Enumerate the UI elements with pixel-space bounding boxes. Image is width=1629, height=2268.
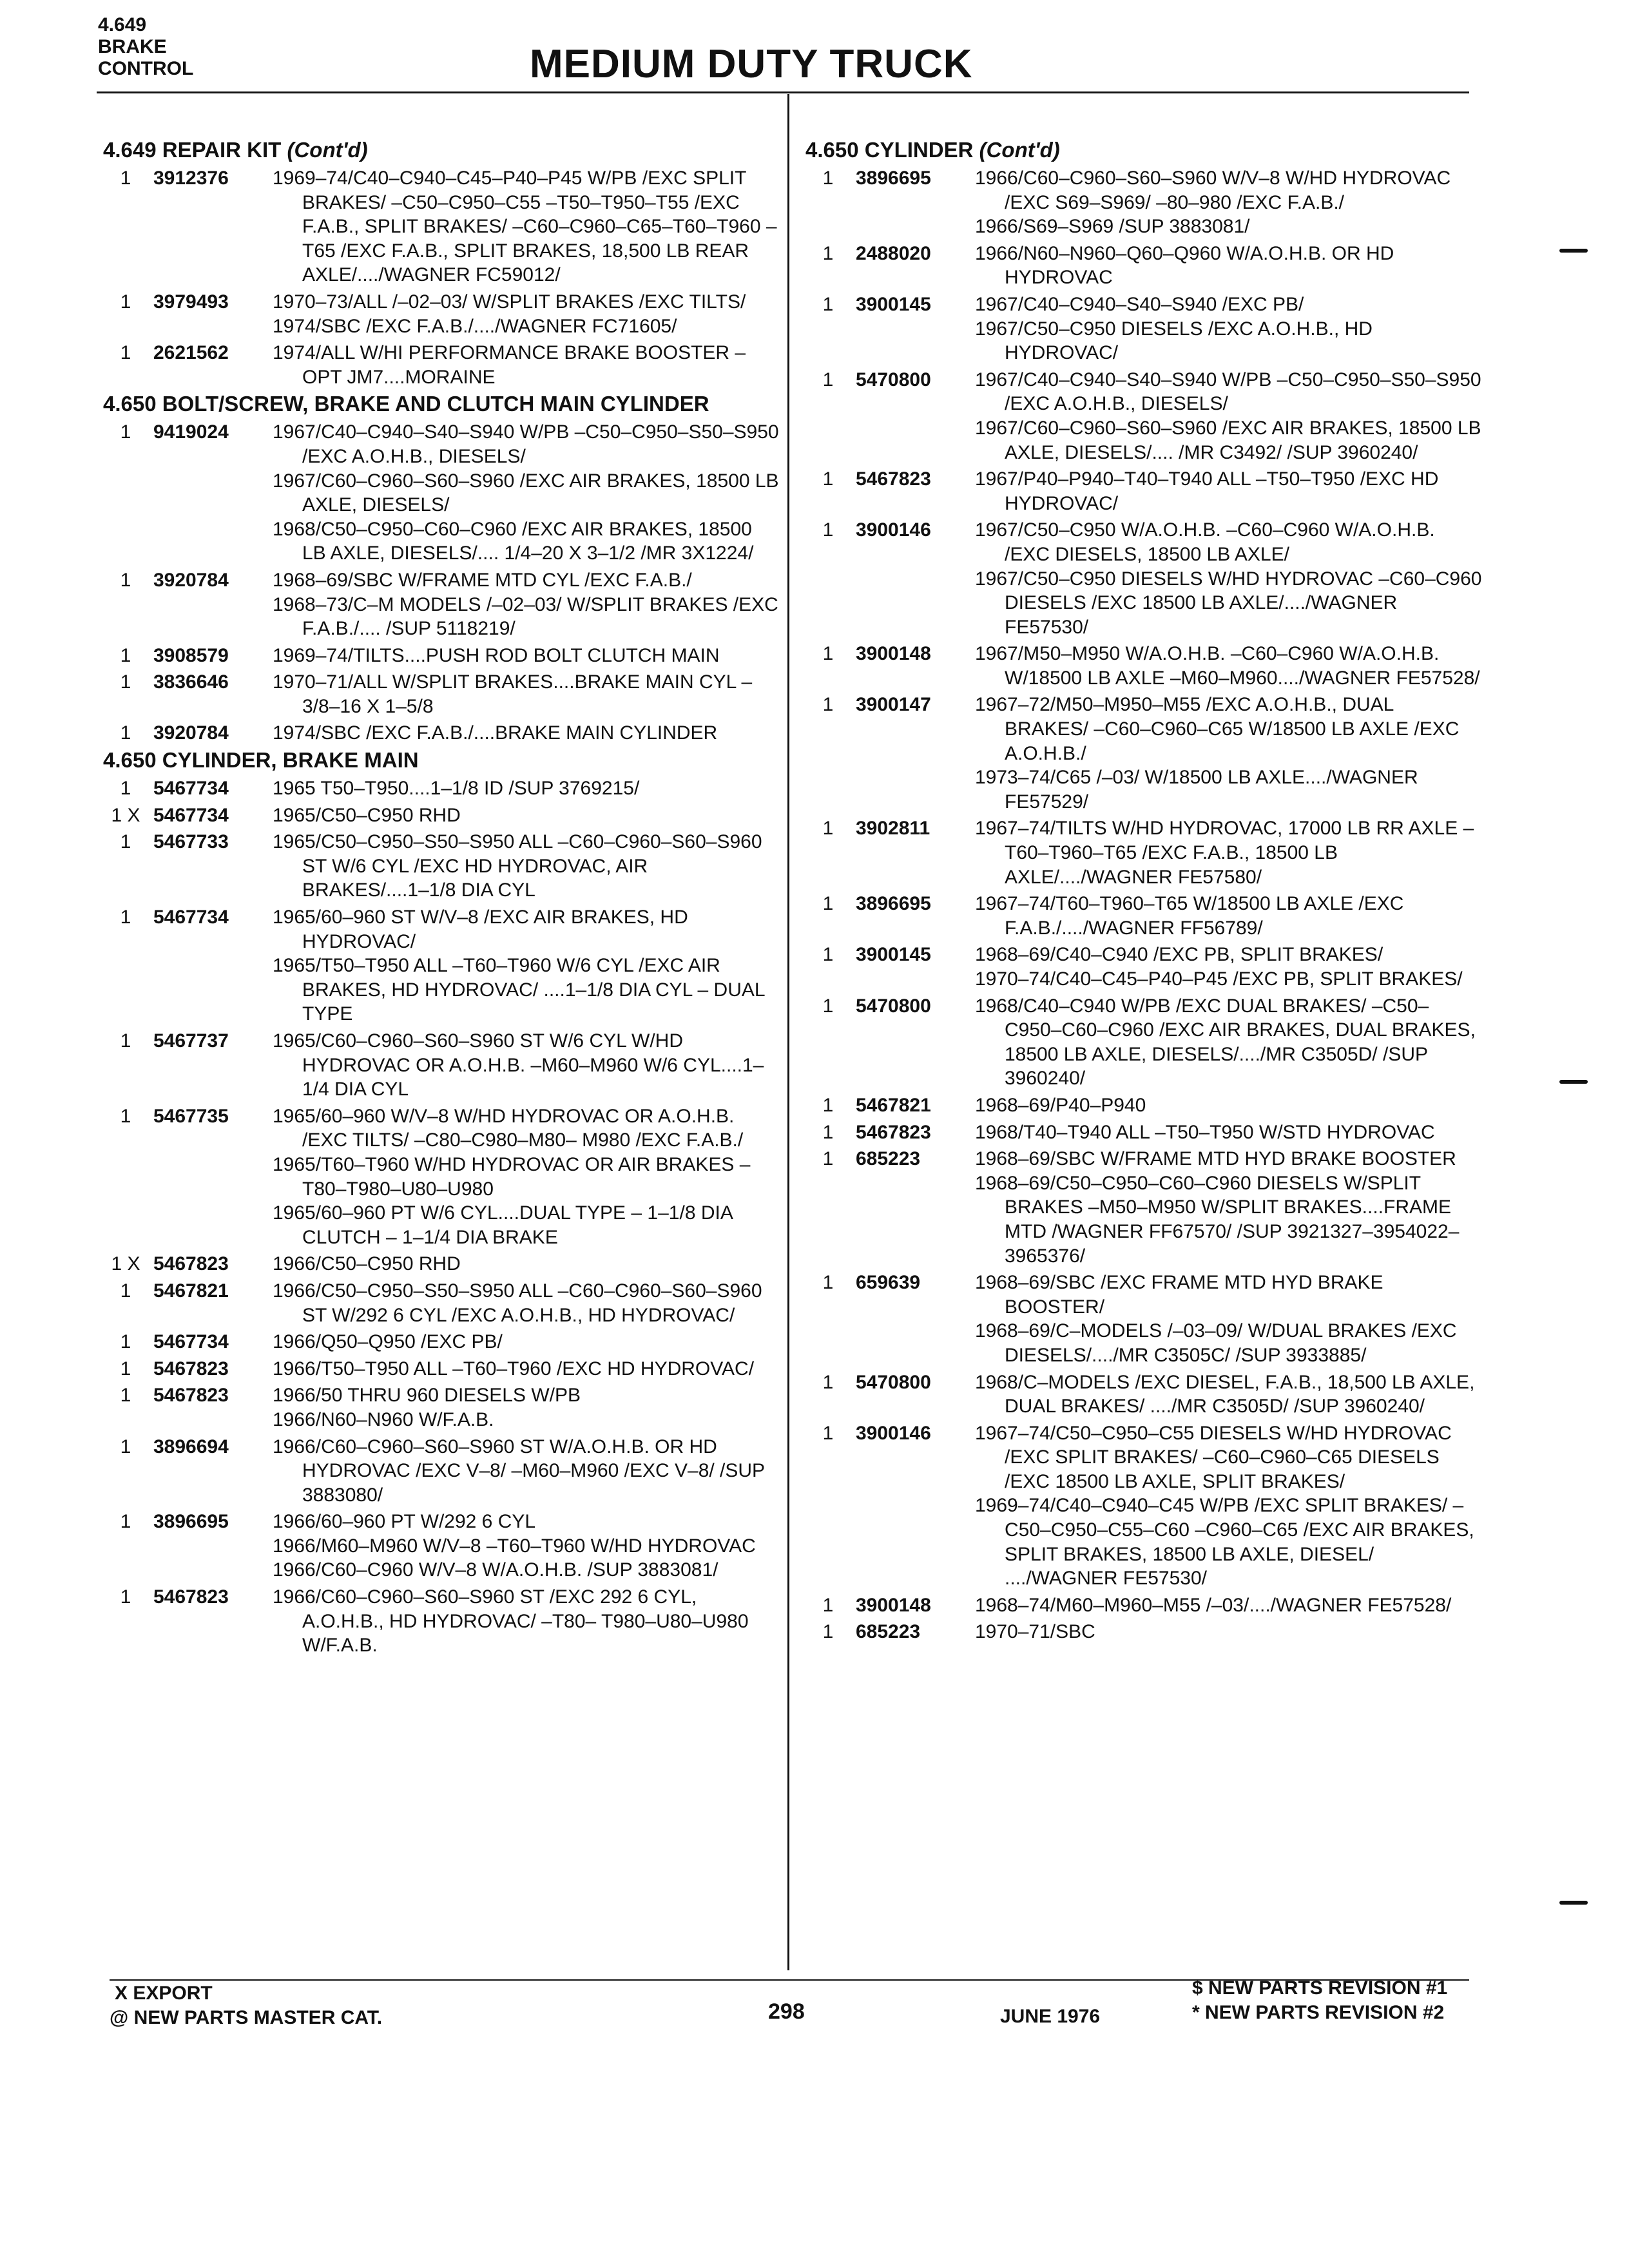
entry-application: 1970–74/C40–C45–P40–P45 /EXC PB, SPLIT BRAKES/	[975, 968, 1463, 990]
parts-entry	[805, 1620, 1482, 1644]
header-section-label	[98, 14, 193, 80]
entry-description	[975, 242, 1482, 290]
entry-description	[975, 368, 1482, 465]
footer-master: @ NEW PARTS MASTER CAT.	[110, 2007, 383, 2028]
entry-part-number: 5467823	[153, 1358, 229, 1379]
entry-part-number: 3920784	[153, 722, 229, 744]
entry-quantity: 1	[822, 1148, 834, 1170]
entry-application: 1970–71/ALL W/SPLIT BRAKES....BRAKE MAIN CYL – 3/8–16 X 1–5/8	[273, 671, 753, 717]
parts-entry	[805, 816, 1482, 889]
entry-description	[975, 1620, 1482, 1644]
entry-quantity: 1	[822, 1371, 834, 1393]
entry-quantity: 1	[120, 342, 131, 364]
entry-description	[975, 1147, 1482, 1268]
entry-application: 1973–74/C65 /–03/ W/18500 LB AXLE..../WAGNER FE57529/	[975, 767, 1418, 812]
entry-application: 1967/M50–M950 W/A.O.H.B. –C60–C960 W/A.O.H.B. W/18500 LB AXLE –M60–M960..../WAGNER FE57528/	[975, 643, 1480, 689]
header-rule	[97, 91, 1469, 93]
entry-part-number: 5467823	[153, 1586, 229, 1608]
entry-description	[273, 721, 780, 745]
entry-quantity: 1	[822, 1094, 834, 1116]
entry-quantity: 1	[822, 369, 834, 390]
parts-entry	[103, 721, 780, 745]
entry-quantity: 1	[120, 1385, 131, 1407]
entry-part-number: 5470800	[856, 995, 931, 1017]
entry-quantity: 1	[822, 643, 834, 665]
entry-description	[273, 341, 780, 389]
entry-quantity: 1	[822, 1121, 834, 1143]
entry-part-number: 2621562	[153, 342, 229, 364]
entry-quantity: 1	[120, 1586, 131, 1608]
entry-application: 1974/SBC /EXC F.A.B./....BRAKE MAIN CYLINDER	[273, 722, 718, 744]
entry-quantity: 1	[120, 1280, 131, 1302]
parts-entry	[805, 467, 1482, 515]
parts-entry	[805, 693, 1482, 814]
parts-entry	[103, 341, 780, 389]
entry-application: 1965 T50–T950....1–1/8 ID /SUP 3769215/	[273, 778, 640, 800]
entry-description	[273, 1510, 780, 1582]
entry-quantity: 1	[120, 1436, 131, 1457]
entry-application: 1966/50 THRU 960 DIESELS W/PB	[273, 1385, 581, 1407]
entry-part-number: 5467823	[153, 1385, 229, 1407]
entry-application: 1967–72/M50–M950–M55 /EXC A.O.H.B., DUAL BRAKES/ –C60–C960–C65 W/18500 LB AXLE /EXC A.O.H.B./	[975, 694, 1460, 764]
entry-quantity: 1	[822, 293, 834, 315]
entry-part-number: 3896694	[153, 1436, 229, 1457]
entry-description	[975, 892, 1482, 940]
entry-description	[975, 1271, 1482, 1367]
entry-application: 1968–74/M60–M960–M55 /–03/..../WAGNER FE57528/	[975, 1594, 1452, 1616]
entry-description	[273, 290, 780, 338]
header-code: 4.649	[98, 14, 147, 35]
parts-entry	[103, 1330, 780, 1354]
entry-quantity: 1	[120, 671, 131, 693]
entry-quantity: 1	[822, 242, 834, 264]
section-title: 4.650 BOLT/SCREW, BRAKE AND CLUTCH MAIN CYLINDER	[103, 392, 709, 416]
entry-quantity: 1	[822, 1422, 834, 1444]
footer-export: X EXPORT	[115, 1983, 213, 2004]
entry-application: 1969–74/TILTS....PUSH ROD BOLT CLUTCH MAIN	[273, 644, 720, 666]
entry-application: 1965/60–960 ST W/V–8 /EXC AIR BRAKES, HD HYDROVAC/	[273, 907, 688, 952]
entry-quantity: 1	[822, 995, 834, 1017]
entry-quantity: 1	[822, 1272, 834, 1294]
parts-entry	[103, 1383, 780, 1432]
entry-application: 1970–71/SBC	[975, 1621, 1095, 1643]
entry-quantity: 1	[822, 468, 834, 490]
entry-application: 1967/C50–C950 W/A.O.H.B. –C60–C960 W/A.O.H.B. /EXC DIESELS, 18500 LB AXLE/	[975, 519, 1435, 565]
entry-quantity: 1	[822, 893, 834, 915]
entry-quantity: 1	[822, 519, 834, 541]
entry-part-number: 5467734	[153, 1331, 229, 1353]
entry-part-number: 5467737	[153, 1030, 229, 1052]
parts-entry	[805, 242, 1482, 290]
entry-part-number: 5467733	[153, 831, 229, 853]
entry-description	[273, 1252, 780, 1276]
page-title: MEDIUM DUTY TRUCK	[530, 42, 973, 86]
entry-application: 1965/60–960 W/V–8 W/HD HYDROVAC OR A.O.H.B. /EXC TILTS/ –C80–C980–M80– M980 /EXC F.A.B./	[273, 1105, 744, 1151]
parts-entry	[103, 905, 780, 1026]
parts-entry	[103, 670, 780, 718]
entry-application: 1966/C60–C960 W/V–8 W/A.O.H.B. /SUP 3883081/	[273, 1559, 718, 1581]
entry-description	[273, 670, 780, 718]
section-heading	[805, 138, 1482, 162]
entry-description	[273, 830, 780, 903]
entry-description	[273, 905, 780, 1026]
entry-application: 1968–69/SBC /EXC FRAME MTD HYD BRAKE BOOSTER/	[975, 1272, 1383, 1318]
entry-application: 1967/C40–C940–S40–S940 W/PB –C50–C950–S50–S950 /EXC A.O.H.B., DIESELS/	[975, 369, 1481, 415]
entry-part-number: 9419024	[153, 421, 229, 443]
entry-application: 1968–73/C–M MODELS /–02–03/ W/SPLIT BRAKES /EXC F.A.B./.... /SUP 5118219/	[273, 593, 778, 640]
entry-part-number: 2488020	[856, 242, 931, 264]
entry-application: 1967–74/TILTS W/HD HYDROVAC, 17000 LB RR AXLE –T60–T960–T65 /EXC F.A.B., 18500 LB AXLE/..../WAGNER FE57580/	[975, 818, 1474, 888]
entry-part-number: 3900146	[856, 1422, 931, 1444]
entry-application: 1974/SBC /EXC F.A.B./..../WAGNER FC71605/	[273, 315, 677, 337]
entry-description	[975, 1120, 1482, 1145]
entry-application: 1967/C60–C960–S60–S960 /EXC AIR BRAKES, 18500 LB AXLE, DIESELS/.... /MR C3492/ /SUP 3960240/	[975, 417, 1481, 463]
parts-entry	[103, 1585, 780, 1658]
entry-description	[273, 1585, 780, 1658]
entry-description	[273, 803, 780, 828]
entry-part-number: 3836646	[153, 671, 229, 693]
entry-quantity: 1	[120, 644, 131, 666]
parts-entry	[805, 368, 1482, 465]
page-number: 298	[768, 1999, 805, 2024]
parts-entry	[103, 420, 780, 566]
parts-entry	[805, 293, 1482, 365]
entry-part-number: 3896695	[856, 168, 931, 189]
left-column	[103, 135, 780, 1660]
parts-entry	[103, 1435, 780, 1508]
revision-mark	[1559, 249, 1588, 253]
entry-application: 1968–69/SBC W/FRAME MTD CYL /EXC F.A.B./	[273, 569, 692, 591]
parts-entry	[103, 290, 780, 338]
section-continued: (Cont'd)	[287, 138, 368, 162]
entry-quantity: 1	[120, 569, 131, 591]
parts-entry	[805, 642, 1482, 690]
entry-description	[975, 166, 1482, 239]
revision-mark	[1559, 1080, 1588, 1084]
entry-application: 1965/60–960 PT W/6 CYL....DUAL TYPE – 1–1/8 DIA CLUTCH – 1–1/4 DIA BRAKE	[273, 1202, 733, 1248]
entry-description	[975, 1593, 1482, 1618]
entry-application: 1969–74/C40–C940–C45–P40–P45 W/PB /EXC SPLIT BRAKES/ –C50–C950–C55 –T50–T950–T55 /EXC F.A.B., SPLIT BRAKES/ –C60–C960–C65–T60–T960 –T65 /EXC F.A.B., SPLIT BRAKES, 18,500 LB REAR AXLE/..../WAGNER FC59012/	[273, 168, 777, 286]
entry-application: 1966/Q50–Q950 /EXC PB/	[273, 1331, 503, 1353]
entry-part-number: 685223	[856, 1621, 921, 1643]
entry-part-number: 3900147	[856, 694, 931, 716]
entry-application: 1966/60–960 PT W/292 6 CYL	[273, 1511, 536, 1533]
parts-entry	[103, 830, 780, 903]
parts-entry	[103, 644, 780, 668]
entry-application: 1966/N60–N960 W/F.A.B.	[273, 1408, 494, 1430]
entry-application: 1965/C50–C950 RHD	[273, 804, 461, 826]
header-line2: CONTROL	[98, 58, 194, 79]
entry-quantity: 1	[120, 1331, 131, 1353]
entry-description	[273, 568, 780, 641]
entry-application: 1966/T50–T950 ALL –T60–T960 /EXC HD HYDROVAC/	[273, 1358, 755, 1379]
entry-application: 1969–74/C40–C940–C45 W/PB /EXC SPLIT BRAKES/ –C50–C950–C55–C60 –C960–C65 /EXC AIR BRAKES, SPLIT BRAKES, 18500 LB AXLE, DIESEL/ ..../WAGNER FE57530/	[975, 1495, 1474, 1590]
parts-entry	[805, 1093, 1482, 1118]
entry-quantity: 1	[822, 694, 834, 716]
entry-application: 1967–74/T60–T960–T65 W/18500 LB AXLE /EXC F.A.B./..../WAGNER FF56789/	[975, 893, 1404, 939]
entry-description	[273, 776, 780, 801]
entry-part-number: 5470800	[856, 1371, 931, 1393]
section-continued: (Cont'd)	[979, 138, 1060, 162]
entry-quantity: 1	[120, 778, 131, 800]
entry-part-number: 659639	[856, 1272, 921, 1294]
entry-description	[975, 693, 1482, 814]
entry-quantity: 1	[120, 168, 131, 189]
parts-entry	[103, 803, 780, 828]
section-heading	[103, 138, 780, 162]
section-heading	[103, 748, 780, 773]
entry-application: 1967–74/C50–C950–C55 DIESELS W/HD HYDROVAC /EXC SPLIT BRAKES/ –C60–C960–C65 DIESELS /EXC 18500 LB AXLE, SPLIT BRAKES/	[975, 1422, 1452, 1492]
parts-entry	[805, 1120, 1482, 1145]
entry-part-number: 5467823	[856, 468, 931, 490]
parts-entry	[805, 892, 1482, 940]
column-divider	[787, 94, 789, 1970]
entry-description	[975, 816, 1482, 889]
parts-entry	[805, 518, 1482, 639]
header-line1: BRAKE	[98, 36, 167, 57]
entry-application: 1965/T50–T950 ALL –T60–T960 W/6 CYL /EXC AIR BRAKES, HD HYDROVAC/ ....1–1/8 DIA CYL – DUAL TYPE	[273, 955, 765, 1025]
entry-quantity: 1	[822, 818, 834, 840]
entry-quantity: 1	[822, 1621, 834, 1643]
entry-application: 1967/C40–C940–S40–S940 /EXC PB/	[975, 293, 1304, 315]
entry-application: 1965/T60–T960 W/HD HYDROVAC OR AIR BRAKES –T80–T980–U80–U980	[273, 1153, 751, 1200]
entry-description	[975, 943, 1482, 991]
entry-description	[273, 1357, 780, 1381]
entry-description	[975, 1093, 1482, 1118]
entry-application: 1974/ALL W/HI PERFORMANCE BRAKE BOOSTER – OPT JM7....MORAINE	[273, 342, 746, 388]
entry-quantity: 1 X	[111, 804, 140, 826]
entry-application: 1966/C60–C960–S60–S960 ST W/A.O.H.B. OR HD HYDROVAC /EXC V–8/ –M60–M960 /EXC V–8/ /SUP 3883080/	[273, 1436, 765, 1506]
entry-part-number: 3900148	[856, 1594, 931, 1616]
entry-part-number: 5467734	[153, 778, 229, 800]
entry-application: 1966/S69–S969 /SUP 3883081/	[975, 216, 1250, 238]
entry-application: 1968–69/P40–P940	[975, 1094, 1146, 1116]
entry-application: 1968/T40–T940 ALL –T50–T950 W/STD HYDROVAC	[975, 1121, 1435, 1143]
entry-quantity: 1	[120, 907, 131, 928]
entry-description	[273, 166, 780, 287]
parts-entry	[103, 1252, 780, 1276]
entry-application: 1968/C50–C950–C60–C960 /EXC AIR BRAKES, 18500 LB AXLE, DIESELS/.... 1/4–20 X 3–1/2 /MR 3X1224/	[273, 518, 754, 564]
parts-entry	[103, 568, 780, 641]
parts-entry	[805, 166, 1482, 239]
entry-part-number: 5467734	[153, 804, 229, 826]
entry-description	[273, 420, 780, 566]
entry-description	[273, 1104, 780, 1250]
entry-application: 1967/C60–C960–S60–S960 /EXC AIR BRAKES, 18500 LB AXLE, DIESELS/	[273, 470, 779, 516]
entry-part-number: 5470800	[856, 369, 931, 390]
footer-date: JUNE 1976	[1000, 2006, 1101, 2027]
entry-quantity: 1	[120, 421, 131, 443]
entry-application: 1965/C60–C960–S60–S960 ST W/6 CYL W/HD HYDROVAC OR A.O.H.B. –M60–M960 W/6 CYL....1–1/4 DIA CYL	[273, 1030, 764, 1100]
section-title: 4.650 CYLINDER	[805, 138, 974, 162]
parts-entry	[805, 1370, 1482, 1419]
entry-application: 1966/N60–N960–Q60–Q960 W/A.O.H.B. OR HD HYDROVAC	[975, 242, 1394, 289]
entry-application: 1966/M60–M960 W/V–8 –T60–T960 W/HD HYDROVAC	[273, 1535, 756, 1557]
entry-description	[975, 518, 1482, 639]
entry-description	[975, 642, 1482, 690]
entry-part-number: 3908579	[153, 644, 229, 666]
entry-application: 1966/C60–C960–S60–S960 ST /EXC 292 6 CYL, A.O.H.B., HD HYDROVAC/ –T80– T980–U80–U980 W/F.A.B.	[273, 1586, 749, 1657]
entry-part-number: 3900145	[856, 293, 931, 315]
entry-part-number: 3900145	[856, 944, 931, 966]
entry-description	[273, 644, 780, 668]
entry-application: 1968–69/C40–C940 /EXC PB, SPLIT BRAKES/	[975, 944, 1383, 966]
footer-revision-1: $ NEW PARTS REVISION #1	[1192, 1977, 1448, 1999]
entry-part-number: 5467735	[153, 1105, 229, 1127]
entry-application: 1968/C40–C940 W/PB /EXC DUAL BRAKES/ –C50–C950–C60–C960 /EXC AIR BRAKES, DUAL BRAKES, 18500 LB AXLE, DIESELS/..../MR C3505D/ /SUP 3960240/	[975, 995, 1476, 1090]
entry-part-number: 3896695	[153, 1511, 229, 1533]
entry-quantity: 1	[120, 1358, 131, 1379]
parts-entry	[103, 776, 780, 801]
entry-application: 1967/C40–C940–S40–S940 W/PB –C50–C950–S50–S950 /EXC A.O.H.B., DIESELS/	[273, 421, 779, 467]
entry-description	[273, 1330, 780, 1354]
parts-entry	[805, 1271, 1482, 1367]
entry-quantity: 1	[120, 1105, 131, 1127]
parts-entry	[103, 1357, 780, 1381]
entry-description	[273, 1279, 780, 1327]
parts-entry	[103, 1510, 780, 1582]
entry-application: 1967/P40–P940–T40–T940 ALL –T50–T950 /EXC HD HYDROVAC/	[975, 468, 1439, 514]
parts-entry	[805, 1593, 1482, 1618]
entry-quantity: 1	[120, 831, 131, 853]
entry-description	[975, 293, 1482, 365]
entry-application: 1967/C50–C950 DIESELS /EXC A.O.H.B., HD HYDROVAC/	[975, 318, 1373, 364]
entry-quantity: 1	[120, 1511, 131, 1533]
entry-part-number: 3900148	[856, 643, 931, 665]
entry-part-number: 3912376	[153, 168, 229, 189]
entry-quantity: 1 X	[111, 1253, 140, 1275]
parts-entry	[805, 994, 1482, 1091]
section-heading	[103, 392, 780, 416]
entry-part-number: 3979493	[153, 291, 229, 312]
entry-application: 1968–69/SBC W/FRAME MTD HYD BRAKE BOOSTER	[975, 1148, 1456, 1170]
revision-mark	[1559, 1901, 1588, 1905]
parts-entry	[103, 1104, 780, 1250]
entry-application: 1968–69/C–MODELS /–03–09/ W/DUAL BRAKES /EXC DIESELS/..../MR C3505C/ /SUP 3933885/	[975, 1320, 1457, 1366]
parts-entry	[805, 943, 1482, 991]
entry-part-number: 3896695	[856, 893, 931, 915]
entry-quantity: 1	[822, 168, 834, 189]
right-column	[805, 135, 1482, 1647]
entry-application: 1967/C50–C950 DIESELS W/HD HYDROVAC –C60–C960 DIESELS /EXC 18500 LB AXLE/..../WAGNER FE57530/	[975, 568, 1482, 638]
entry-application: 1966/C60–C960–S60–S960 W/V–8 W/HD HYDROVAC /EXC S69–S969/ –80–980 /EXC F.A.B./	[975, 168, 1451, 213]
entry-application: 1968/C–MODELS /EXC DIESEL, F.A.B., 18,500 LB AXLE, DUAL BRAKES/ ..../MR C3505D/ /SUP 3960240/	[975, 1371, 1475, 1418]
entry-part-number: 685223	[856, 1148, 921, 1170]
entry-application: 1970–73/ALL /–02–03/ W/SPLIT BRAKES /EXC TILTS/	[273, 291, 746, 312]
entry-application: 1966/C50–C950 RHD	[273, 1253, 461, 1275]
entry-description	[975, 1421, 1482, 1591]
parts-entry	[805, 1147, 1482, 1268]
entry-description	[975, 994, 1482, 1091]
entry-part-number: 5467821	[153, 1280, 229, 1302]
entry-quantity: 1	[120, 722, 131, 744]
entry-part-number: 5467734	[153, 907, 229, 928]
entry-part-number: 3900146	[856, 519, 931, 541]
section-title: 4.649 REPAIR KIT	[103, 138, 282, 162]
entry-description	[273, 1029, 780, 1102]
entry-quantity: 1	[120, 1030, 131, 1052]
entry-description	[975, 1370, 1482, 1419]
entry-part-number: 5467823	[856, 1121, 931, 1143]
entry-part-number: 3902811	[856, 818, 930, 840]
entry-application: 1965/C50–C950–S50–S950 ALL –C60–C960–S60–S960 ST W/6 CYL /EXC HD HYDROVAC, AIR BRAKES/....1–1/8 DIA CYL	[273, 831, 762, 901]
entry-part-number: 5467821	[856, 1094, 931, 1116]
entry-application: 1968–69/C50–C950–C60–C960 DIESELS W/SPLIT BRAKES –M50–M950 W/SPLIT BRAKES....FRAME MTD /WAGNER FF67570/ /SUP 3921327–3954022–3965376/	[975, 1172, 1460, 1267]
parts-entry	[805, 1421, 1482, 1591]
section-title: 4.650 CYLINDER, BRAKE MAIN	[103, 748, 419, 773]
entry-quantity: 1	[822, 944, 834, 966]
entry-application: 1966/C50–C950–S50–S950 ALL –C60–C960–S60–S960 ST W/292 6 CYL /EXC A.O.H.B., HD HYDROVAC/	[273, 1280, 762, 1326]
entry-description	[975, 467, 1482, 515]
entry-description	[273, 1383, 780, 1432]
parts-entry	[103, 1279, 780, 1327]
entry-quantity: 1	[822, 1594, 834, 1616]
parts-entry	[103, 1029, 780, 1102]
entry-quantity: 1	[120, 291, 131, 312]
entry-part-number: 3920784	[153, 569, 229, 591]
entry-part-number: 5467823	[153, 1253, 229, 1275]
footer-revision-2: * NEW PARTS REVISION #2	[1192, 2002, 1445, 2023]
entry-description	[273, 1435, 780, 1508]
parts-entry	[103, 166, 780, 287]
